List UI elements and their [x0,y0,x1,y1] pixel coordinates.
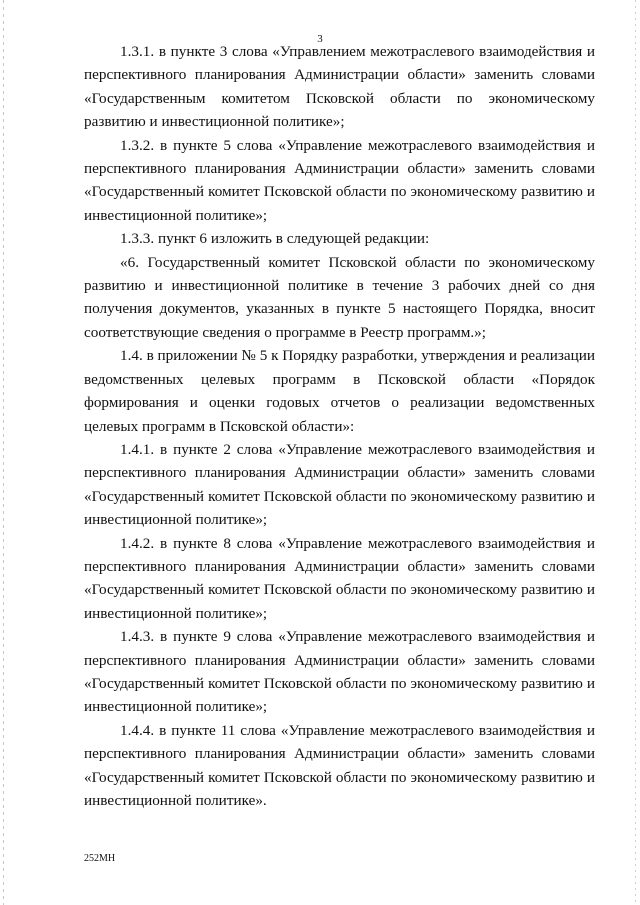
scan-edge-right [635,0,636,905]
scan-edge-left [3,0,4,905]
paragraph-1-4-2: 1.4.2. в пункте 8 слова «Управление межотраслевого взаимодействия и перспективного планирования Администрации области» заменить словами «Государственный комитет Псковской области по экономическому развитию и инвестиционной политике»; [84,534,595,622]
paragraph-1-3-2: 1.3.2. в пункте 5 слова «Управление межотраслевого взаимодействия и перспективного планирования Администрации области» заменить словами «Государственный комитет Псковской области по экономическому развитию и инвестиционной политике»; [84,136,595,224]
document-body [84,40,595,812]
paragraph-1-3-1: 1.3.1. в пункте 3 слова «Управлением межотраслевого взаимодействия и перспективного планирования Администрации области» заменить словами «Государственным комитетом Псковской области по экономическому развитию и инвестиционной политике»; [84,43,595,131]
paragraph-1-4: 1.4. в приложении № 5 к Порядку разработки, утверждения и реализации ведомственных целевых программ в Псковской области «Порядок формирования и оценки годовых отчетов о реализации ведомственных целевых программ в Псковской области»: [84,347,596,435]
paragraph-1-4-1: 1.4.1. в пункте 2 слова «Управление межотраслевого взаимодействия и перспективного планирования Администрации области» заменить словами «Государственный комитет Псковской области по экономическому развитию и инвестиционной политике»; [84,440,595,529]
document-code: 252МН [84,853,116,864]
paragraph-1-3-3: 1.3.3. пункт 6 изложить в следующей редакции: [120,230,430,248]
paragraph-quoted-item-6: «6. Государственный комитет Псковской области по экономическому развитию и инвестиционной политике в течение 3 рабочих дней со дня получения документов, указанных в пункте 5 настоящего Порядка, вносит соответствующие сведения о программе в Реестр программ.»; [84,253,595,341]
paragraph-1-4-4: 1.4.4. в пункте 11 слова «Управление межотраслевого взаимодействия и перспективного планирования Администрации области» заменить словами «Государственный комитет Псковской области по экономическому развитию и инвестиционной политике». [84,721,595,809]
paragraph-1-4-3: 1.4.3. в пункте 9 слова «Управление межотраслевого взаимодействия и перспективного планирования Администрации области» заменить словами «Государственный комитет Псковской области по экономическому развитию и инвестиционной политике»; [84,628,595,716]
page-number: 3 [317,33,323,45]
